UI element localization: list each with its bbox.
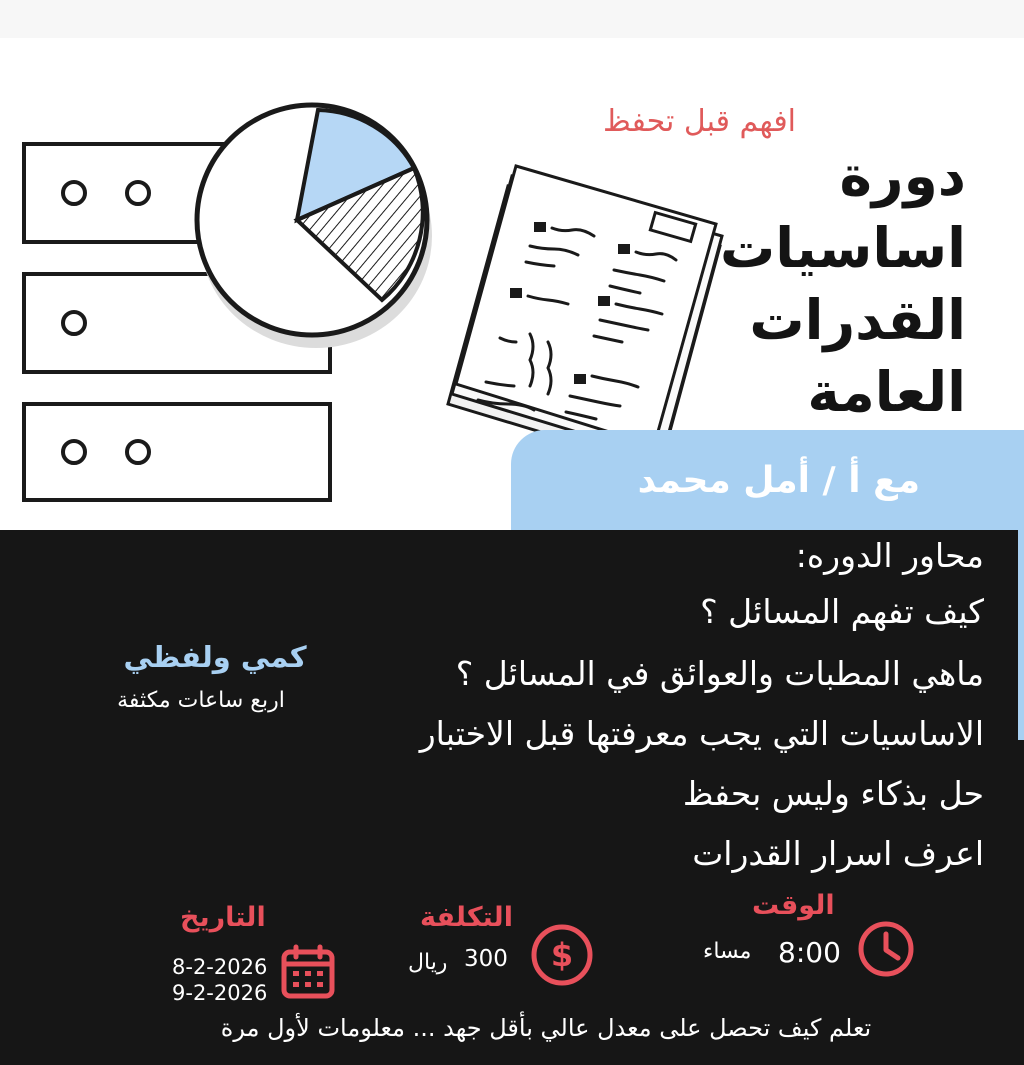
time-value: 8:00 [778, 936, 841, 969]
svg-text:$: $ [550, 936, 574, 974]
calendar-icon [279, 944, 337, 1002]
documents-icon [448, 166, 722, 468]
dollar-icon [530, 923, 594, 987]
topic-item: اعرف اسرار القدرات [692, 834, 984, 873]
footer-text: تعلم كيف تحصل على معدل عالي بأقل جهد ... معلومات لأول مرة [220, 1014, 872, 1042]
time-label: الوقت [752, 890, 835, 921]
topic-item: حل بذكاء وليس بحفظ [682, 774, 984, 813]
title-line: القدرات [749, 288, 966, 352]
instructor-name: مع أ / أمل محمد [637, 460, 920, 501]
title-line: دورة [839, 144, 966, 208]
date-label: التاريخ [180, 902, 266, 933]
accent-edge [1018, 530, 1024, 740]
course-title [720, 140, 966, 428]
topic-item: الاساسيات التي يجب معرفتها قبل الاختبار [419, 714, 984, 753]
title-line: اساسيات [719, 216, 966, 280]
clock-icon [856, 919, 916, 979]
title-line: العامة [807, 360, 966, 424]
side-note-title: كمي ولفظي [123, 640, 307, 674]
time-suffix: مساء [703, 939, 752, 964]
cost-label: التكلفة [420, 902, 513, 933]
topic-item: ماهي المطبات والعوائق في المسائل ؟ [455, 654, 984, 693]
pie-chart-icon [197, 105, 432, 348]
cost-value: 300 [464, 946, 508, 972]
date-value: 9-2-2026 [172, 981, 268, 1005]
top-strip [0, 0, 1024, 38]
side-note-subtitle: اربع ساعات مكثفة [117, 688, 285, 713]
topics-heading: محاور الدوره: [795, 536, 984, 575]
date-value: 8-2-2026 [172, 955, 268, 979]
topic-item: كيف تفهم المسائل ؟ [700, 592, 984, 631]
tagline: افهم قبل تحفظ [602, 104, 796, 139]
cost-currency: ريال [408, 950, 448, 975]
